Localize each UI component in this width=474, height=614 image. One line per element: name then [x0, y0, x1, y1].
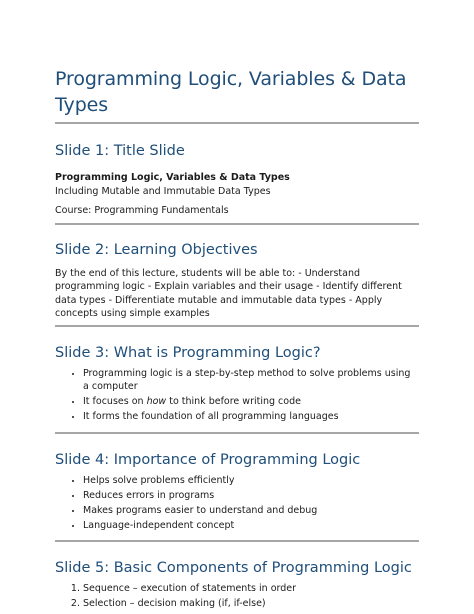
- section-divider: [55, 325, 419, 327]
- title-divider: [55, 122, 419, 124]
- slide-3-bullet-list: [55, 367, 419, 424]
- slide-1-section: [55, 141, 419, 225]
- section-divider: [55, 432, 419, 434]
- document-title: Programming Logic, Variables & Data Types: [55, 68, 407, 116]
- list-item: [83, 395, 419, 409]
- list-item: • Reduces errors in programs: [83, 489, 419, 503]
- slide-1-course: Course: Programming Fundamentals: [55, 205, 229, 216]
- slide-2-body: By the end of this lecture, students will be able to: - Understand programming logic - Explain variables and their usage - Identify different data types - Differentiate mutable and immutable data types - Apply concepts using simple examples: [55, 267, 402, 319]
- list-item-text: It forms the foundation of all programming languages: [83, 411, 339, 422]
- list-item-text: to think before writing code: [169, 396, 301, 407]
- list-item: 2. Selection – decision making (if, if-else): [83, 597, 419, 611]
- slide-4-heading: Slide 4: Importance of Programming Logic: [55, 451, 361, 468]
- emphasis-text: how: [146, 396, 167, 407]
- slide-1-heading: Slide 1: Title Slide: [55, 143, 185, 159]
- slide-4-bullet-list: [55, 474, 419, 533]
- section-divider: [55, 540, 419, 542]
- list-item: 1. Sequence – execution of statements in order: [83, 582, 419, 596]
- list-item: [83, 410, 419, 424]
- slide-1-subtitle: Including Mutable and Immutable Data Types: [55, 185, 271, 197]
- list-item: • Makes programs easier to understand and debug: [83, 504, 419, 518]
- list-item-text: Programming logic is a step-by-step method to solve problems using a computer: [83, 367, 411, 392]
- slide-3-heading: Slide 3: What is Programming Logic?: [55, 344, 321, 361]
- section-divider: [55, 223, 419, 225]
- list-item: [83, 367, 419, 394]
- list-item: • Helps solve problems efficiently: [83, 474, 419, 488]
- slide-3-section: [55, 343, 419, 434]
- slide-1-title: Programming Logic, Variables & Data Types: [55, 172, 290, 183]
- slide-5-heading: Slide 5: Basic Components of Programming Logic: [55, 560, 412, 576]
- slide-5-numbered-list: [55, 582, 419, 611]
- slide-5-section: [55, 558, 419, 611]
- slide-2-heading: Slide 2: Learning Objectives: [55, 241, 258, 258]
- slide-2-section: [55, 240, 419, 327]
- slide-4-section: [55, 450, 419, 543]
- list-item-text: It focuses on: [83, 396, 144, 407]
- list-item: • Language-independent concept: [83, 519, 419, 533]
